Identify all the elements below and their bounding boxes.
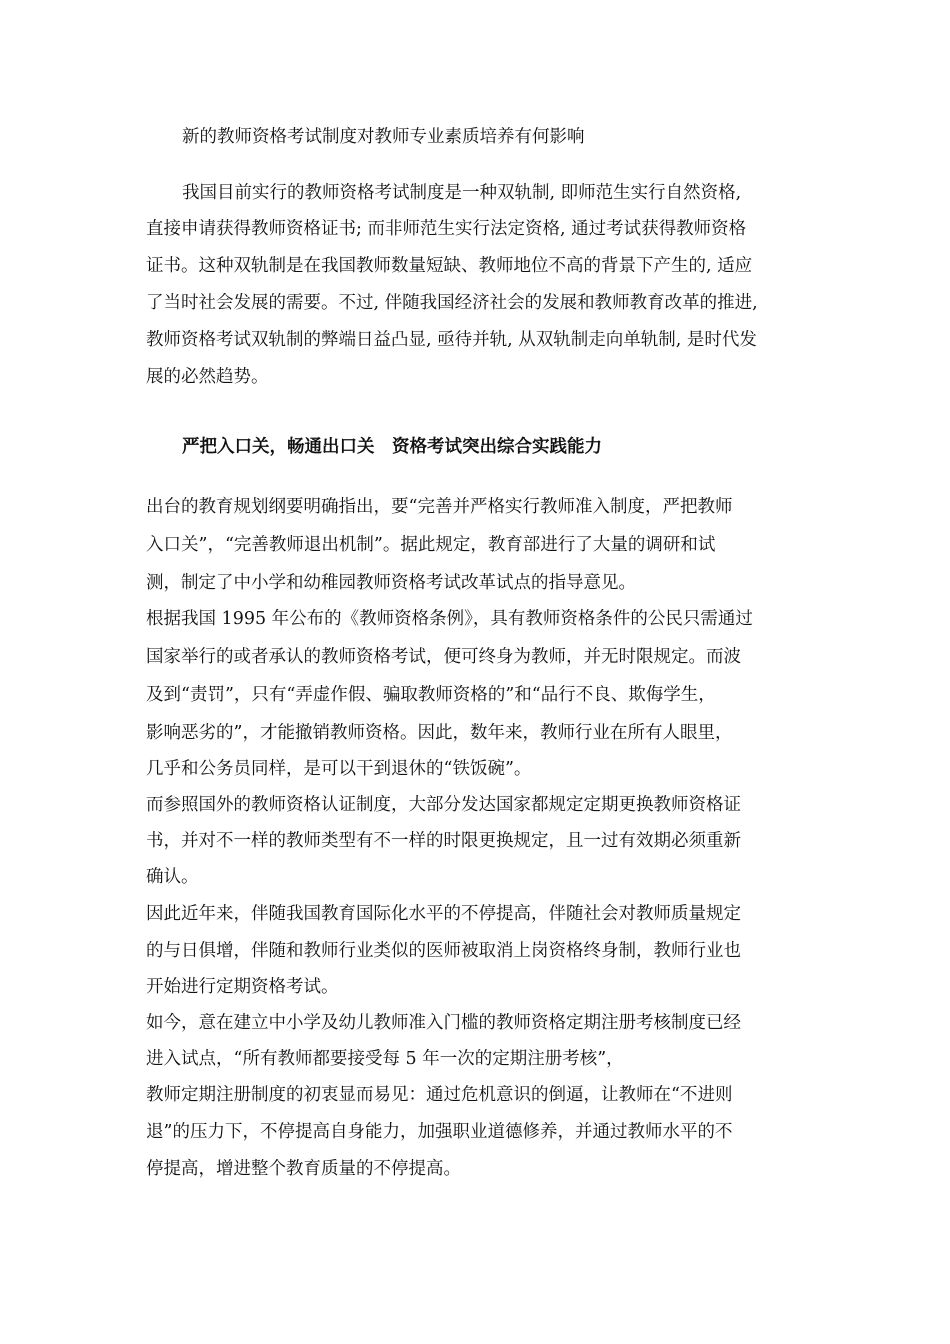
intro-line: 我国目前实行的教师资格考试制度是一种双轨制, 即师范生实行自然资格, xyxy=(182,183,742,203)
body-line: 影响恶劣的”，才能撤销教师资格。因此，数年来，教师行业在所有人眼里， xyxy=(146,723,733,743)
intro-line: 教师资格考试双轨制的弊端日益凸显, 亟待并轨, 从双轨制走向单轨制, 是时代发 xyxy=(146,330,757,350)
section-heading: 严把入口关，畅通出口关 资格考试突出综合实践能力 xyxy=(182,437,602,457)
intro-line: 直接申请获得教师资格证书; 而非师范生实行法定资格, 通过考试获得教师资格 xyxy=(146,219,747,239)
body-line: 测，制定了中小学和幼稚园教师资格考试改革试点的指导意见。 xyxy=(146,573,636,593)
body-line: 教师定期注册制度的初衷显而易见：通过危机意识的倒逼，让教师在“不进则 xyxy=(146,1085,733,1105)
body-line: 入口关”，“完善教师退出机制”。据此规定，教育部进行了大量的调研和试 xyxy=(146,535,716,555)
document-title: 新的教师资格考试制度对教师专业素质培养有何影响 xyxy=(182,127,585,147)
body-line: 退”的压力下，不停提高自身能力，加强职业道德修养，并通过教师水平的不 xyxy=(146,1122,733,1142)
body-line: 而参照国外的教师资格认证制度，大部分发达国家都规定定期更换教师资格证 xyxy=(146,795,741,815)
body-line: 国家举行的或者承认的教师资格考试，便可终身为教师，并无时限规定。而波 xyxy=(146,647,741,667)
intro-line: 证书。这种双轨制是在我国教师数量短缺、教师地位不高的背景下产生的, 适应 xyxy=(146,256,753,276)
body-line: 如今，意在建立中小学及幼儿教师准入门槛的教师资格定期注册考核制度已经 xyxy=(146,1013,741,1033)
body-line: 根据我国 1995 年公布的《教师资格条例》，具有教师资格条件的公民只需通过 xyxy=(146,609,753,629)
body-line: 书，并对不一样的教师类型有不一样的时限更换规定，且一过有效期必须重新 xyxy=(146,831,741,851)
body-line: 因此近年来，伴随我国教育国际化水平的不停提高，伴随社会对教师质量规定 xyxy=(146,904,741,924)
body-line: 停提高，增进整个教育质量的不停提高。 xyxy=(146,1159,461,1179)
body-line: 及到“责罚”，只有“弄虚作假、骗取教师资格的”和“品行不良、欺侮学生， xyxy=(146,685,716,705)
body-line: 出台的教育规划纲要明确指出，要“完善并严格实行教师准入制度，严把教师 xyxy=(146,497,733,517)
body-line: 的与日俱增，伴随和教师行业类似的医师被取消上岗资格终身制，教师行业也 xyxy=(146,941,741,961)
body-line: 进入试点，“所有教师都要接受每 5 年一次的定期注册考核”， xyxy=(146,1049,624,1069)
intro-line: 展的必然趋势。 xyxy=(146,367,269,387)
intro-line: 了当时社会发展的需要。不过, 伴随我国经济社会的发展和教师教育改革的推进, xyxy=(146,293,758,313)
body-line: 几乎和公务员同样，是可以干到退休的“铁饭碗”。 xyxy=(146,759,532,779)
body-line: 确认。 xyxy=(146,867,199,887)
body-line: 开始进行定期资格考试。 xyxy=(146,977,339,997)
